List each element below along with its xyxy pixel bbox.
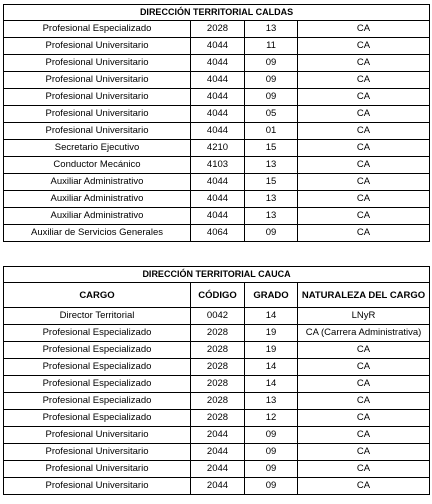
table-title-row [4,5,430,21]
cell-naturaleza: LNyR [298,308,430,325]
cell-cargo: Profesional Universitario [4,72,191,89]
table-row [4,410,430,427]
cell-codigo: 4044 [191,191,245,208]
cell-naturaleza: CA [298,342,430,359]
cell-naturaleza: CA [298,55,430,72]
cell-grado: 09 [245,89,298,106]
cell-naturaleza: CA [298,359,430,376]
cell-codigo: 2028 [191,376,245,393]
cell-naturaleza: CA [298,410,430,427]
cell-naturaleza: CA [298,427,430,444]
cell-codigo: 4044 [191,106,245,123]
cell-cargo: Profesional Universitario [4,427,191,444]
cell-grado: 11 [245,38,298,55]
cell-cargo: Conductor Mecánico [4,157,191,174]
cell-naturaleza: CA [298,72,430,89]
cell-grado: 09 [245,478,298,495]
cell-naturaleza: CA [298,478,430,495]
table-row [4,461,430,478]
cell-cargo: Profesional Especializado [4,342,191,359]
table-row [4,444,430,461]
column-header-row [4,283,430,308]
table-body [4,21,430,242]
table-row [4,72,430,89]
table-row [4,342,430,359]
cell-naturaleza: CA [298,376,430,393]
cell-codigo: 4044 [191,208,245,225]
cell-cargo: Profesional Especializado [4,393,191,410]
cell-grado: 15 [245,140,298,157]
cell-grado: 19 [245,325,298,342]
cell-grado: 14 [245,308,298,325]
cell-naturaleza: CA [298,208,430,225]
cell-cargo: Profesional Universitario [4,461,191,478]
cell-codigo: 2028 [191,393,245,410]
cell-cargo: Profesional Especializado [4,359,191,376]
table-row [4,140,430,157]
table-row [4,359,430,376]
table-row [4,325,430,342]
cell-grado: 09 [245,427,298,444]
cell-naturaleza: CA [298,38,430,55]
table-title: DIRECCIÓN TERRITORIAL CALDAS [4,5,430,21]
table-row [4,225,430,242]
cell-grado: 13 [245,157,298,174]
cell-grado: 09 [245,55,298,72]
table-row [4,106,430,123]
cell-grado: 13 [245,208,298,225]
table-body [4,308,430,495]
cell-grado: 01 [245,123,298,140]
cell-codigo: 2044 [191,427,245,444]
cell-naturaleza: CA [298,123,430,140]
cell-naturaleza: CA [298,106,430,123]
table-row [4,478,430,495]
cell-naturaleza: CA [298,21,430,38]
table-row [4,123,430,140]
cell-codigo: 2028 [191,410,245,427]
table-title-row [4,267,430,283]
cell-naturaleza: CA [298,174,430,191]
cell-cargo: Profesional Universitario [4,106,191,123]
column-header-naturaleza: NATURALEZA DEL CARGO [298,283,430,308]
cell-cargo: Auxiliar de Servicios Generales [4,225,191,242]
cell-cargo: Profesional Universitario [4,55,191,72]
column-header-cargo: CARGO [4,283,191,308]
cell-grado: 09 [245,225,298,242]
cell-codigo: 4103 [191,157,245,174]
cell-naturaleza: CA [298,140,430,157]
cell-cargo: Profesional Universitario [4,123,191,140]
table-row [4,376,430,393]
cell-grado: 13 [245,393,298,410]
cell-cargo: Director Territorial [4,308,191,325]
cell-codigo: 2044 [191,444,245,461]
cell-cargo: Profesional Especializado [4,410,191,427]
cell-naturaleza: CA (Carrera Administrativa) [298,325,430,342]
table-row [4,191,430,208]
table-row [4,38,430,55]
table-row [4,157,430,174]
cell-grado: 09 [245,72,298,89]
cell-codigo: 4210 [191,140,245,157]
cell-codigo: 4044 [191,72,245,89]
cell-codigo: 0042 [191,308,245,325]
cell-grado: 15 [245,174,298,191]
cell-naturaleza: CA [298,393,430,410]
table-direccion-territorial-cauca [3,266,430,495]
cell-codigo: 2028 [191,359,245,376]
cell-grado: 13 [245,191,298,208]
cell-codigo: 4044 [191,89,245,106]
cell-codigo: 2044 [191,461,245,478]
cell-cargo: Profesional Especializado [4,325,191,342]
cell-grado: 09 [245,461,298,478]
cell-codigo: 4044 [191,174,245,191]
cell-cargo: Secretario Ejecutivo [4,140,191,157]
cell-grado: 12 [245,410,298,427]
cell-grado: 14 [245,376,298,393]
cell-cargo: Profesional Especializado [4,376,191,393]
table-row [4,308,430,325]
cell-grado: 05 [245,106,298,123]
table-row [4,393,430,410]
cell-codigo: 2028 [191,21,245,38]
table-row [4,89,430,106]
cell-codigo: 2044 [191,478,245,495]
cell-grado: 09 [245,444,298,461]
cell-grado: 19 [245,342,298,359]
cell-cargo: Auxiliar Administrativo [4,174,191,191]
cell-cargo: Auxiliar Administrativo [4,191,191,208]
cell-grado: 14 [245,359,298,376]
cell-codigo: 4044 [191,123,245,140]
cell-codigo: 4044 [191,38,245,55]
cell-cargo: Profesional Universitario [4,89,191,106]
cell-cargo: Profesional Universitario [4,478,191,495]
table-row [4,427,430,444]
cell-grado: 13 [245,21,298,38]
cell-naturaleza: CA [298,191,430,208]
table-row [4,208,430,225]
cell-naturaleza: CA [298,89,430,106]
cell-cargo: Auxiliar Administrativo [4,208,191,225]
cell-cargo: Profesional Universitario [4,38,191,55]
column-header-grado: GRADO [245,283,298,308]
cell-naturaleza: CA [298,225,430,242]
column-header-codigo: CÓDIGO [191,283,245,308]
cell-codigo: 4064 [191,225,245,242]
cell-codigo: 4044 [191,55,245,72]
cell-naturaleza: CA [298,444,430,461]
cell-naturaleza: CA [298,461,430,478]
table-row [4,21,430,38]
cell-naturaleza: CA [298,157,430,174]
table-direccion-territorial-caldas [3,4,430,242]
cell-codigo: 2028 [191,325,245,342]
cell-cargo: Profesional Universitario [4,444,191,461]
table-title: DIRECCIÓN TERRITORIAL CAUCA [4,267,430,283]
table-row [4,55,430,72]
cell-codigo: 2028 [191,342,245,359]
table-row [4,174,430,191]
cell-cargo: Profesional Especializado [4,21,191,38]
